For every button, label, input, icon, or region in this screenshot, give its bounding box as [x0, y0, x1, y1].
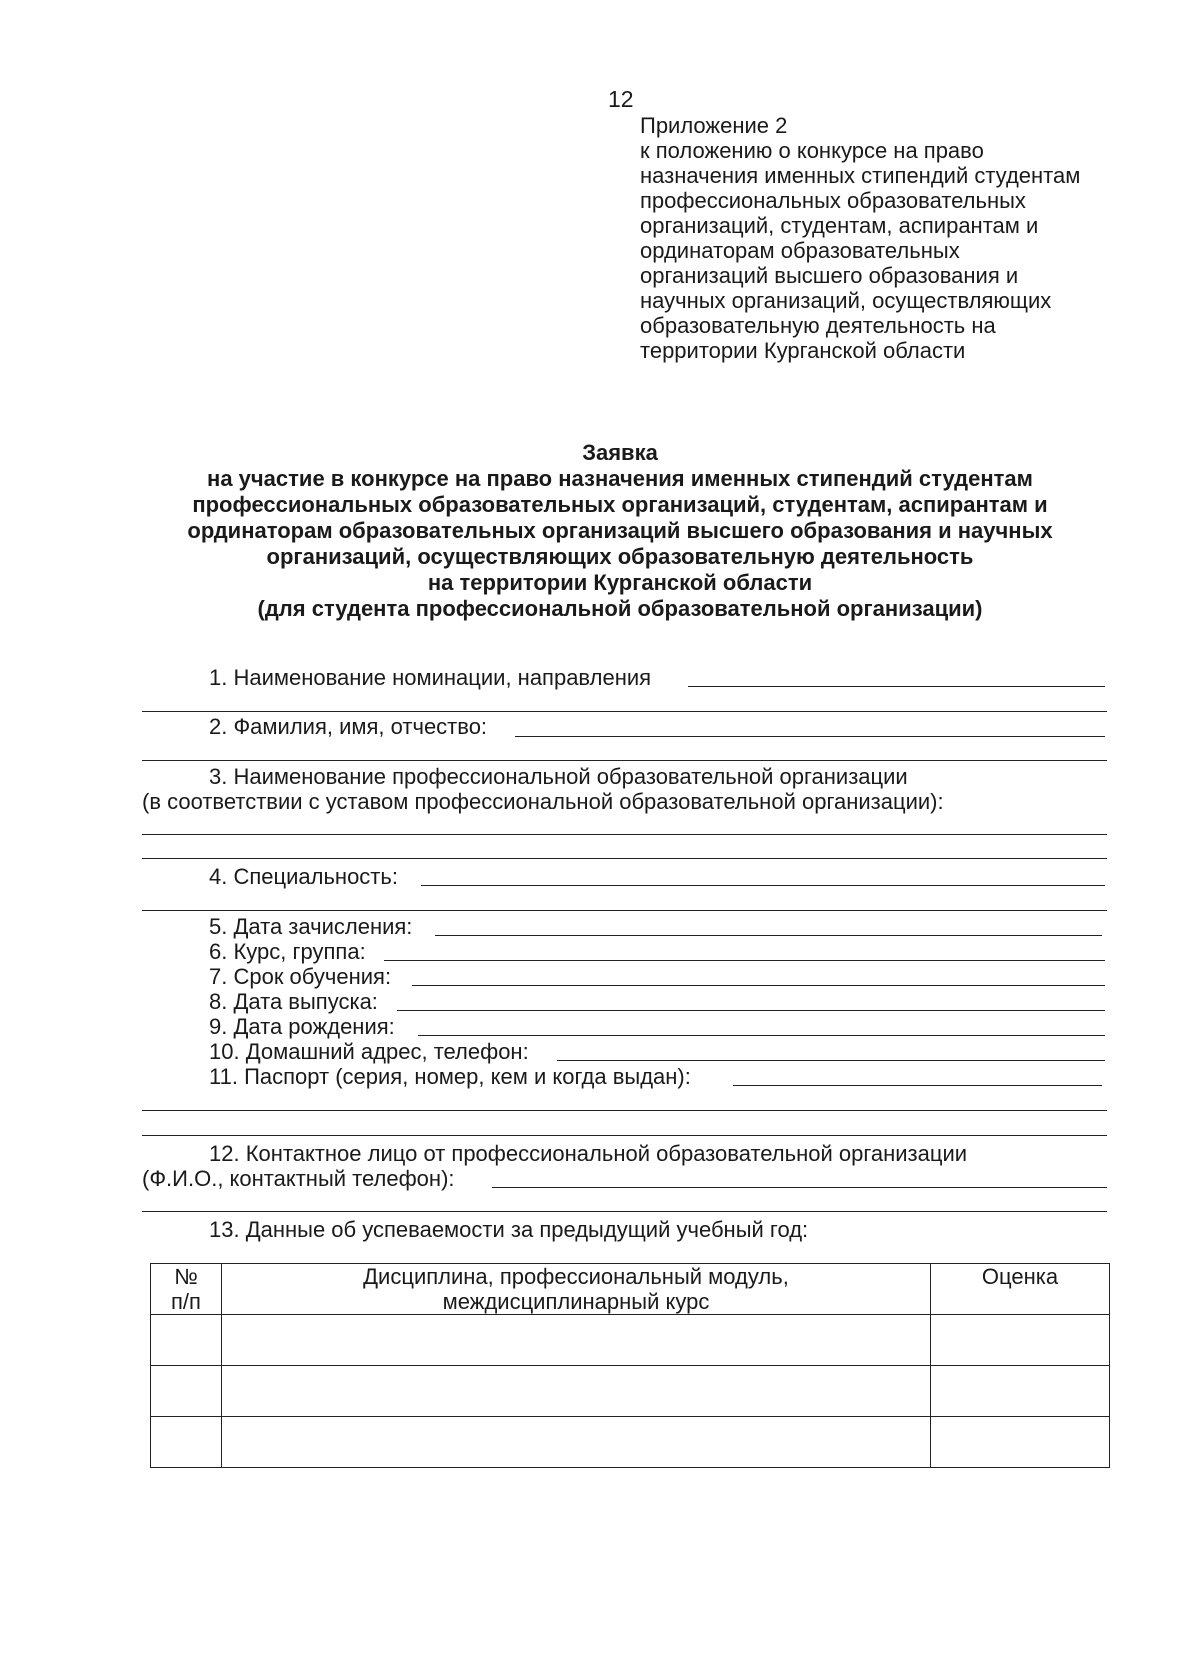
appendix-line: назначения именных стипендий студентам	[640, 163, 1081, 188]
table-cell-discipline[interactable]	[222, 1315, 931, 1366]
column-header-grade: Оценка	[931, 1264, 1110, 1315]
blank-line[interactable]	[142, 1135, 1107, 1136]
grades-table	[150, 1263, 1110, 1468]
table-cell-number[interactable]	[151, 1366, 222, 1417]
specialty-blank[interactable]	[421, 885, 1105, 886]
table-cell-grade[interactable]	[931, 1366, 1110, 1417]
appendix-line: научных организаций, осуществляющих	[640, 288, 1052, 313]
address-phone-blank[interactable]	[557, 1060, 1105, 1061]
blank-line[interactable]	[142, 834, 1107, 835]
appendix-line: территории Курганской области	[640, 338, 966, 363]
passport-blank[interactable]	[733, 1085, 1102, 1086]
appendix-line: организаций высшего образования и	[640, 263, 1019, 288]
appendix-line: к положению о конкурсе на право	[640, 138, 984, 163]
page-number: 12	[608, 86, 634, 112]
table-cell-number[interactable]	[151, 1315, 222, 1366]
heading-line: на территории Курганской области	[427, 570, 813, 595]
field-label-address-phone: 10. Домашний адрес, телефон:	[209, 1039, 529, 1064]
appendix-header	[640, 113, 1140, 363]
field-label-specialty: 4. Специальность:	[209, 864, 398, 889]
field-label-organization: 3. Наименование профессиональной образовательной организации	[209, 764, 908, 789]
appendix-line: образовательную деятельность на	[640, 313, 996, 338]
field-label-study-period: 7. Срок обучения:	[209, 964, 392, 989]
nomination-blank[interactable]	[688, 686, 1105, 687]
heading-line: ординаторам образовательных организаций высшего образования и научных	[187, 518, 1053, 543]
field-label-birth-date: 9. Дата рождения:	[209, 1014, 395, 1039]
table-cell-discipline[interactable]	[222, 1417, 931, 1468]
appendix-line: организаций, студентам, аспирантам и	[640, 213, 1039, 238]
table-row	[151, 1417, 1110, 1468]
table-row	[151, 1315, 1110, 1366]
blank-line[interactable]	[142, 1110, 1107, 1111]
contact-person-blank[interactable]	[492, 1187, 1107, 1188]
field-label-passport: 11. Паспорт (серия, номер, кем и когда выдан):	[209, 1064, 691, 1089]
field-label-performance: 13. Данные об успеваемости за предыдущий учебный год:	[209, 1217, 809, 1242]
blank-line[interactable]	[142, 910, 1107, 911]
field-note-contact-person: (Ф.И.О., контактный телефон):	[142, 1166, 455, 1191]
blank-line[interactable]	[142, 760, 1107, 761]
table-cell-number[interactable]	[151, 1417, 222, 1468]
heading-line: профессиональных образовательных организаций, студентам, аспирантам и	[192, 492, 1048, 517]
course-group-blank[interactable]	[384, 960, 1105, 961]
field-label-course-group: 6. Курс, группа:	[209, 939, 366, 964]
heading-title: Заявка	[582, 440, 658, 465]
blank-line[interactable]	[142, 858, 1107, 859]
table-row	[151, 1366, 1110, 1417]
table-header-row	[151, 1264, 1110, 1315]
field-label-enrollment-date: 5. Дата зачисления:	[209, 914, 413, 939]
column-header-number: № п/п	[151, 1264, 222, 1315]
full-name-blank[interactable]	[515, 736, 1105, 737]
blank-line[interactable]	[142, 711, 1107, 712]
field-label-graduation-date: 8. Дата выпуска:	[209, 989, 378, 1014]
table-cell-discipline[interactable]	[222, 1366, 931, 1417]
heading-line: на участие в конкурсе на право назначения именных стипендий студентам	[207, 466, 1033, 491]
field-label-nomination: 1. Наименование номинации, направления	[209, 665, 652, 690]
enrollment-date-blank[interactable]	[435, 935, 1102, 936]
field-label-contact-person: 12. Контактное лицо от профессиональной образовательной организации	[209, 1141, 968, 1166]
study-period-blank[interactable]	[412, 985, 1105, 986]
blank-line[interactable]	[142, 1211, 1107, 1212]
field-note-organization: (в соответствии с уставом профессиональной образовательной организации):	[142, 789, 944, 814]
field-label-full-name: 2. Фамилия, имя, отчество:	[209, 714, 488, 739]
appendix-line: профессиональных образовательных	[640, 188, 1026, 213]
graduation-date-blank[interactable]	[397, 1010, 1105, 1011]
heading-line: организаций, осуществляющих образовательную деятельность	[266, 544, 974, 569]
appendix-line: ординаторам образовательных	[640, 238, 960, 263]
table-cell-grade[interactable]	[931, 1315, 1110, 1366]
birth-date-blank[interactable]	[418, 1035, 1105, 1036]
table-cell-grade[interactable]	[931, 1417, 1110, 1468]
appendix-title: Приложение 2	[640, 113, 788, 138]
column-header-discipline: Дисциплина, профессиональный модуль, междисциплинарный курс	[222, 1264, 931, 1315]
application-heading	[140, 440, 1100, 622]
heading-line: (для студента профессиональной образовательной организации)	[257, 596, 983, 621]
